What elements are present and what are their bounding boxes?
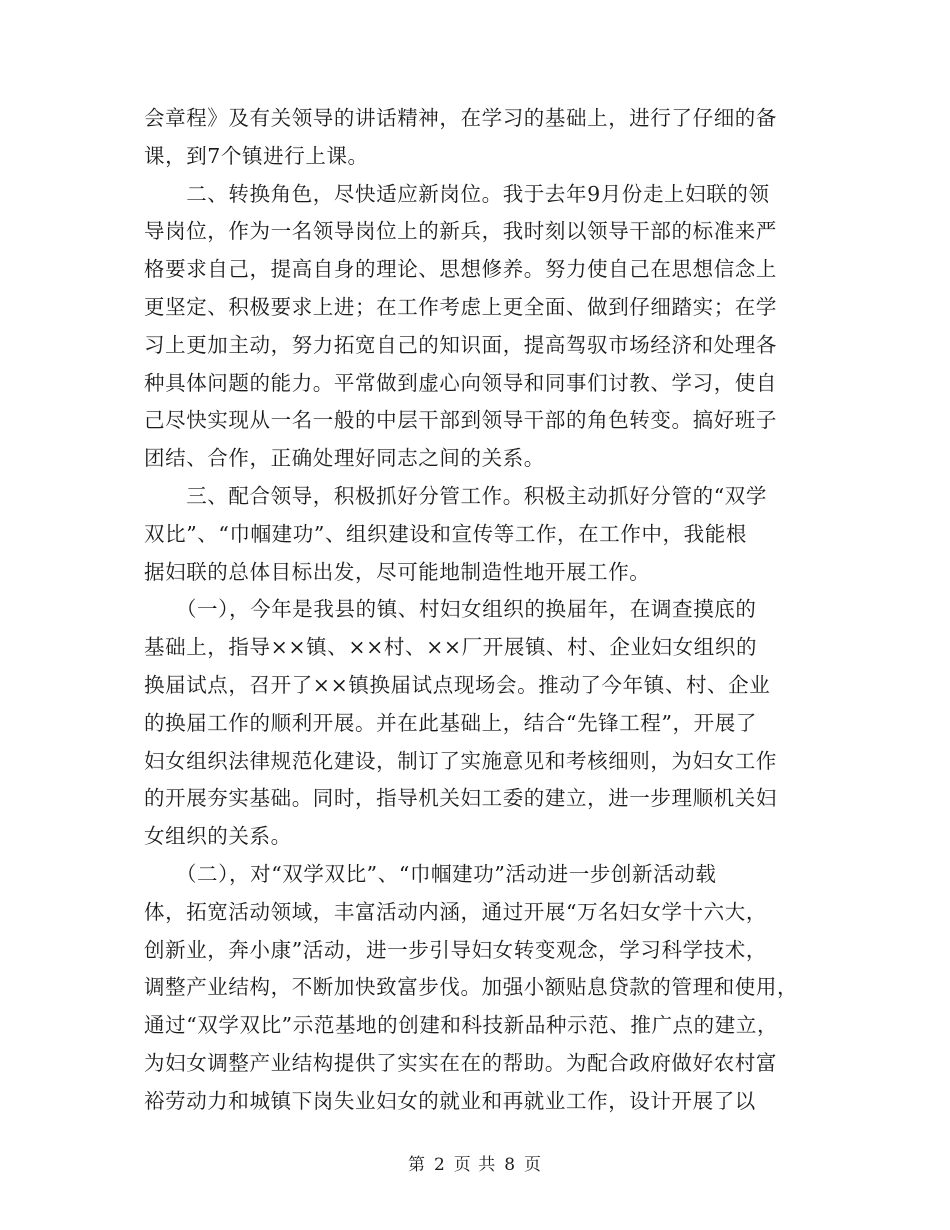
text-line: 己尽快实现从一名一般的中层干部到领导干部的角色转变。搞好班子 xyxy=(144,408,777,433)
text-line: 导岗位，作为一名领导岗位上的新兵，我时刻以领导干部的标准来严 xyxy=(144,219,777,244)
text-line: 女组织的关系。 xyxy=(144,824,292,849)
text-line: 习上更加主动，努力拓宽自己的知识面，提高驾驭市场经济和处理各 xyxy=(144,332,777,357)
footer-middle: 页 共 xyxy=(453,1155,497,1175)
text-line: 创新业，奔小康”活动，进一步引导妇女转变观念，学习科学技术， xyxy=(144,937,767,962)
text-line: 三、配合领导，积极抓好分管工作。积极主动抓好分管的“双学 xyxy=(144,483,767,508)
text-line: 更坚定、积极要求上进；在工作考虑上更全面、做到仔细踏实；在学 xyxy=(144,294,777,319)
footer-suffix: 页 xyxy=(524,1155,543,1175)
total-pages-number: 8 xyxy=(504,1155,517,1175)
text-line: 二、转换角色，尽快适应新岗位。我于去年9月份走上妇联的领 xyxy=(144,181,770,206)
text-line: 团结、合作，正确处理好同志之间的关系。 xyxy=(144,446,545,471)
text-line: 调整产业结构，不断加快致富步伐。加强小额贴息贷款的管理和使用， xyxy=(144,975,799,1000)
text-line: 妇女组织法律规范化建设，制订了实施意见和考核细则，为妇女工作 xyxy=(144,748,777,773)
footer-prefix: 第 xyxy=(407,1155,426,1175)
text-line: 基础上，指导××镇、××村、××厂开展镇、村、企业妇女组织的 xyxy=(144,635,758,660)
text-line: 课，到7个镇进行上课。 xyxy=(144,143,369,168)
text-line: 裕劳动力和城镇下岗失业妇女的就业和再就业工作，设计开展了以 xyxy=(144,1088,756,1113)
text-line: 的换届工作的顺利开展。并在此基础上，结合“先锋工程”，开展了 xyxy=(144,710,757,735)
text-line: 的开展夯实基础。同时，指导机关妇工委的建立，进一步理顺机关妇 xyxy=(144,786,777,811)
current-page-number: 2 xyxy=(433,1155,446,1175)
page-footer xyxy=(0,1150,950,1175)
document-body xyxy=(144,100,799,1121)
text-line: 格要求自己，提高自身的理论、思想修养。努力使自己在思想信念上 xyxy=(144,257,777,282)
text-line: 种具体问题的能力。平常做到虚心向领导和同事们讨教、学习，使自 xyxy=(144,370,777,395)
text-line: 会章程》及有关领导的讲话精神，在学习的基础上，进行了仔细的备 xyxy=(144,106,777,130)
text-line: （一），今年是我县的镇、村妇女组织的换届年，在调查摸底的 xyxy=(144,597,757,622)
text-line: 为妇女调整产业结构提供了实实在在的帮助。为配合政府做好农村富 xyxy=(144,1050,777,1075)
text-line: 通过“双学双比”示范基地的创建和科技新品种示范、推广点的建立， xyxy=(144,1013,779,1038)
text-line: 体，拓宽活动领域，丰富活动内涵，通过开展“万名妇女学十六大， xyxy=(144,899,767,924)
text-line: （二），对“双学双比”、“巾帼建功”活动进一步创新活动载 xyxy=(144,861,717,886)
text-line: 双比”、“巾帼建功”、组织建设和宣传等工作，在工作中，我能根 xyxy=(144,521,747,546)
text-line: 换届试点，召开了××镇换届试点现场会。推动了今年镇、村、企业 xyxy=(144,672,771,697)
text-line: 据妇联的总体目标出发，尽可能地制造性地开展工作。 xyxy=(144,559,651,584)
